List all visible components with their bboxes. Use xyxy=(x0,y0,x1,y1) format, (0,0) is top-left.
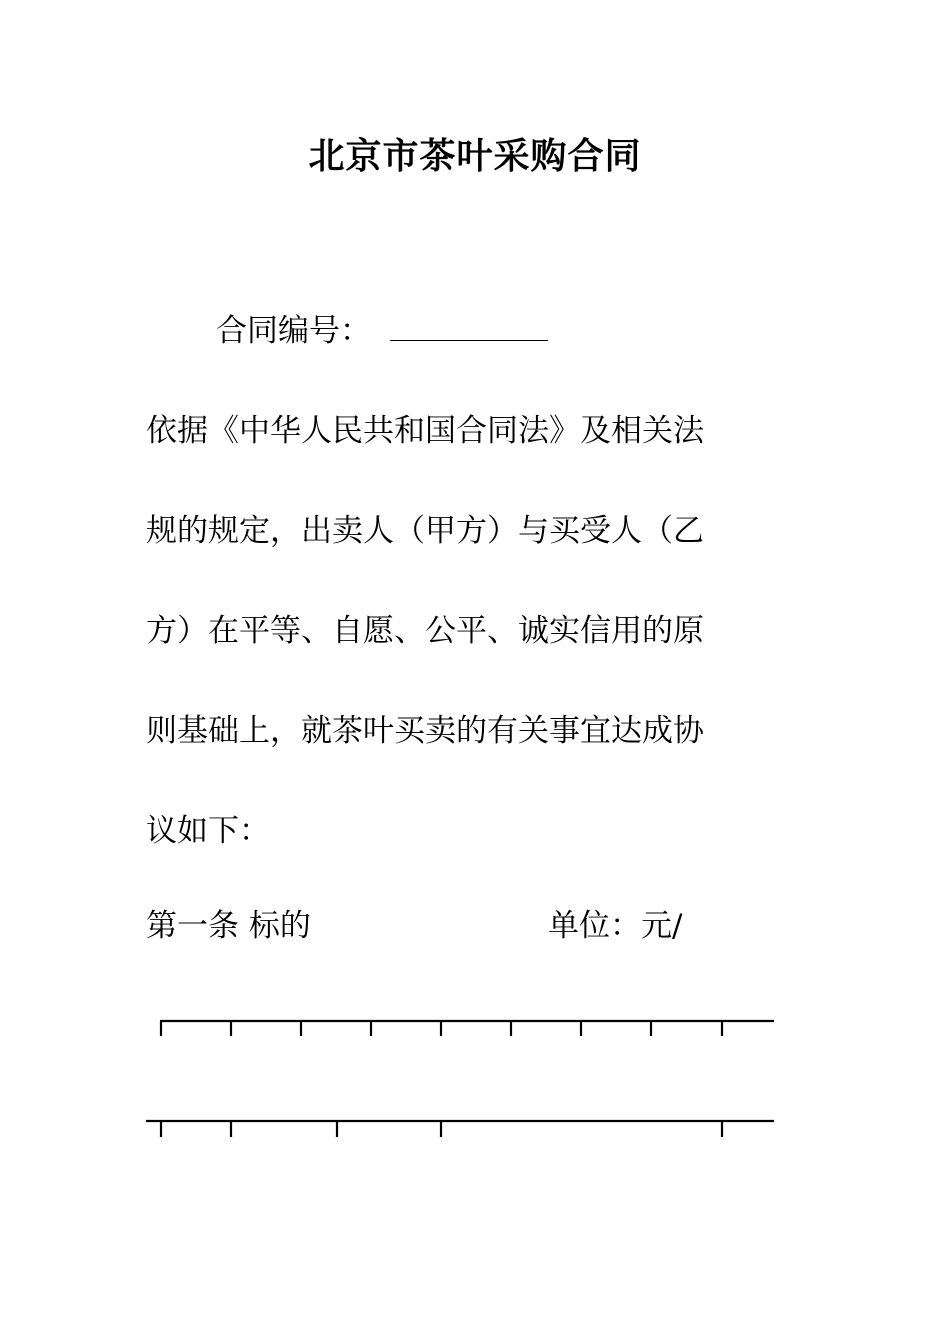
article-1-heading: 第一条 标的 xyxy=(146,908,311,944)
preamble-line: 方）在平等、自愿、公平、诚实信用的原 xyxy=(146,613,704,649)
unit-label: 单位：元/ xyxy=(548,908,683,944)
contract-number-label: 合同编号： xyxy=(216,313,371,349)
preamble-line: 则基础上，就茶叶买卖的有关事宜达成协 xyxy=(146,713,704,749)
preamble-line: 议如下： xyxy=(146,813,270,849)
document-title: 北京市茶叶采购合同 xyxy=(308,135,642,177)
preamble-line: 规的规定，出卖人（甲方）与买受人（乙 xyxy=(146,513,704,549)
preamble-line: 依据《中华人民共和国合同法》及相关法 xyxy=(146,413,704,449)
